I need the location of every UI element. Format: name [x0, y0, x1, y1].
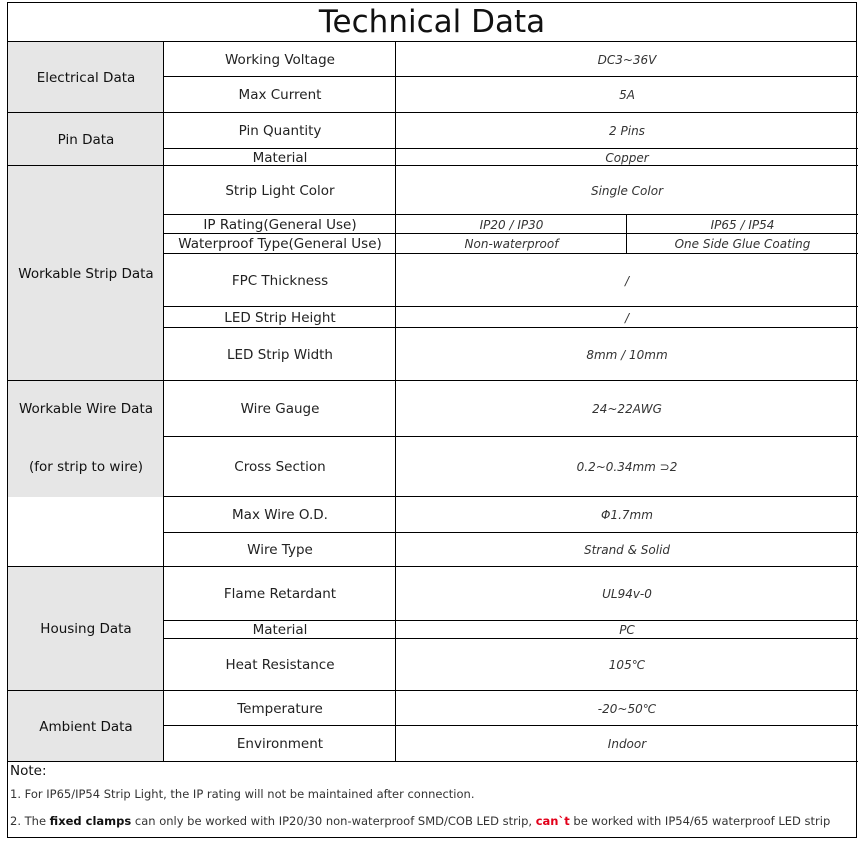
divider — [8, 690, 858, 691]
value-pin-material: Copper — [605, 150, 649, 165]
param-max-current: Max Current — [238, 87, 322, 103]
page-title: Technical Data — [8, 3, 856, 42]
divider — [164, 620, 858, 621]
param-strip-light-color: Strip Light Color — [225, 182, 335, 199]
divider — [8, 380, 858, 381]
param-led-strip-height: LED Strip Height — [224, 309, 336, 326]
category-ambient: Ambient Data — [8, 691, 164, 762]
param-ip-rating: IP Rating(General Use) — [203, 216, 357, 233]
param-housing-material: Material — [252, 622, 308, 638]
value-ip-rating-a: IP20 / IP30 — [479, 217, 544, 232]
note-1: 1. For IP65/IP54 Strip Light, the IP rating will not be maintained after connection. — [10, 787, 475, 801]
value-max-wire-od: Φ1.7mm — [601, 508, 653, 522]
category-pin: Pin Data — [8, 113, 164, 166]
notes-title: Note: — [10, 763, 47, 779]
param-environment: Environment — [236, 736, 324, 752]
param-temperature: Temperature — [237, 700, 323, 717]
value-wire-type: Strand & Solid — [583, 543, 671, 557]
value-led-strip-width: 8mm / 10mm — [586, 347, 668, 362]
divider — [164, 306, 858, 307]
value-max-current: 5A — [619, 88, 635, 102]
value-wire-gauge: 24~22AWG — [592, 402, 662, 416]
value-led-strip-height: / — [624, 310, 630, 325]
param-fpc-thickness: FPC Thickness — [231, 272, 329, 289]
category-electrical: Electrical Data — [8, 42, 164, 113]
note-2-bold: fixed clamps — [49, 814, 132, 828]
category-strip: Workable Strip Data — [8, 166, 164, 381]
divider — [164, 725, 858, 726]
param-wire-type: Wire Type — [247, 542, 313, 558]
param-pin-quantity: Pin Quantity — [238, 123, 322, 139]
value-pin-quantity: 2 Pins — [609, 124, 645, 138]
category-wire-line2: (for strip to wire) — [8, 437, 164, 497]
param-max-wire-od: Max Wire O.D. — [232, 507, 328, 523]
category-wire-line1: Workable Wire Data — [8, 381, 164, 437]
divider — [8, 761, 858, 762]
technical-data-sheet — [7, 2, 857, 838]
category-housing: Housing Data — [8, 567, 164, 691]
param-led-strip-width: LED Strip Width — [227, 346, 333, 363]
value-waterproof-type-a: Non-waterproof — [464, 237, 559, 251]
divider — [164, 253, 858, 254]
divider — [164, 436, 858, 437]
divider — [8, 112, 858, 113]
note-2-warning: can`t — [535, 814, 570, 828]
value-cross-section: 0.2~0.34mm ⊃2 — [576, 460, 678, 474]
param-working-voltage: Working Voltage — [225, 51, 335, 68]
value-temperature: -20~50℃ — [597, 701, 657, 716]
divider — [164, 214, 858, 215]
category-wire-blank — [8, 497, 164, 567]
value-waterproof-type-b: One Side Glue Coating — [674, 237, 811, 251]
note-2 — [10, 814, 830, 828]
note-2-mid: can only be worked with IP20/30 non-waterproof SMD/COB LED strip, — [131, 814, 536, 828]
divider — [8, 566, 858, 567]
value-housing-material: PC — [619, 623, 635, 637]
value-working-voltage: DC3~36V — [597, 52, 657, 67]
param-wire-gauge: Wire Gauge — [240, 401, 320, 417]
divider — [164, 638, 858, 639]
divider — [164, 532, 858, 533]
param-cross-section: Cross Section — [234, 459, 326, 475]
value-strip-light-color: Single Color — [590, 183, 664, 198]
divider — [164, 496, 858, 497]
value-heat-resistance: 105℃ — [608, 658, 646, 672]
divider — [163, 42, 164, 762]
divider — [164, 327, 858, 328]
param-heat-resistance: Heat Resistance — [225, 657, 335, 673]
divider — [164, 148, 858, 149]
note-2-suffix: be worked with IP54/65 waterproof LED strip — [569, 814, 831, 828]
value-ip-rating-b: IP65 / IP54 — [710, 217, 775, 232]
param-waterproof-type: Waterproof Type(General Use) — [178, 236, 382, 252]
note-2-prefix: 2. The — [10, 814, 50, 828]
value-fpc-thickness: / — [624, 273, 630, 288]
value-environment: Indoor — [607, 737, 647, 751]
param-pin-material: Material — [252, 149, 308, 166]
divider — [395, 42, 396, 762]
divider — [626, 215, 627, 254]
divider — [164, 233, 858, 234]
value-flame-retardant: UL94v-0 — [602, 587, 652, 601]
param-flame-retardant: Flame Retardant — [223, 586, 337, 602]
divider — [164, 76, 858, 77]
divider — [8, 165, 858, 166]
